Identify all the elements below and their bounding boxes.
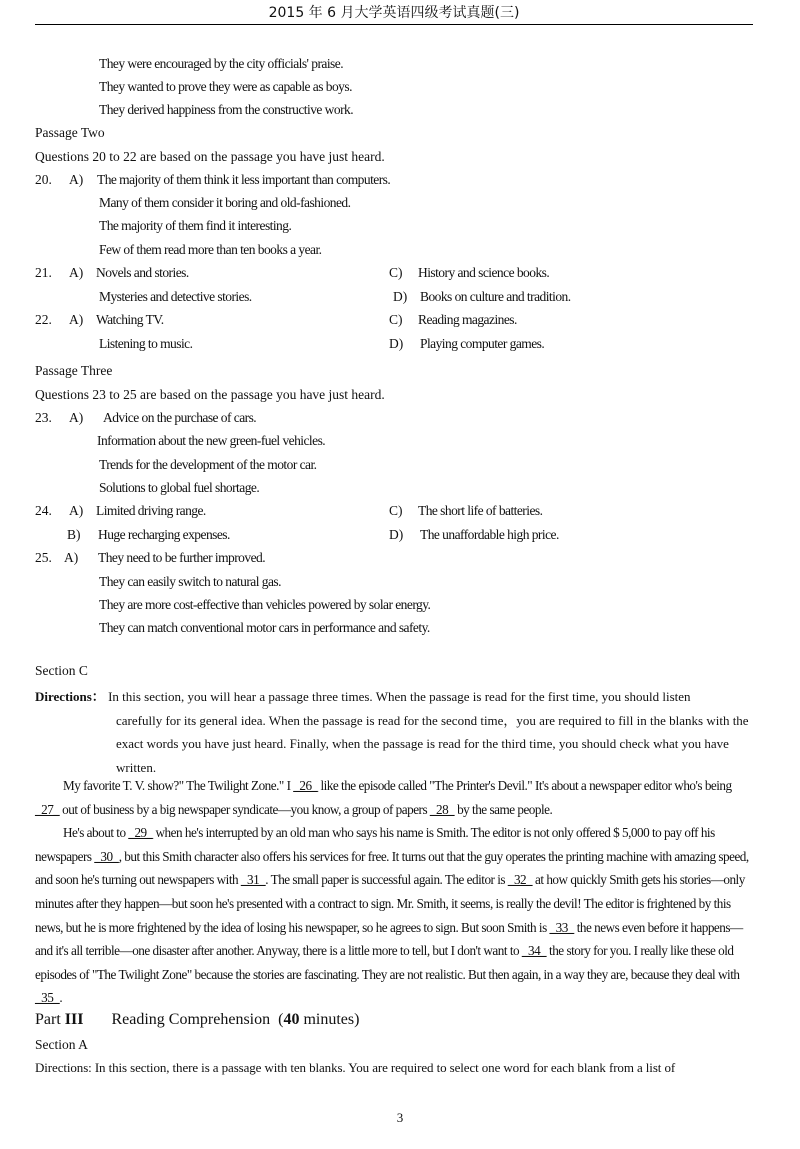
option-text: Novels and stories. [96,265,189,280]
option-text: Limited driving range. [96,503,206,518]
part-number: III [64,1011,84,1028]
passage-intro: Questions 20 to 22 are based on the passage you have just heard. [35,149,385,164]
option-text: The short life of batteries. [418,503,543,518]
text-run: My favorite T. V. show?" The Twilight Zone." I [63,778,294,793]
option-label: D) [389,336,404,351]
dictation-passage [35,774,757,1010]
directions-text: In this section, you will hear a passage three times. When the passage is read for the first time, you should listen [108,689,691,704]
option-text: The majority of them think it less important than computers. [97,172,391,187]
blank-30: _30_ [94,848,119,864]
blank-33: _33_ [549,919,574,935]
option-label: D) [393,289,408,304]
option-text: They were encouraged by the city officials' praise. [99,56,344,71]
blank-29: _29_ [128,825,153,841]
option-label: A) [69,265,84,280]
option-text: They wanted to prove they were as capable as boys. [99,79,352,94]
part-heading [35,1011,359,1029]
page-header: 2015 年 6 月大学英语四级考试真题(三) [35,2,753,25]
time-minutes: 40 [283,1011,300,1028]
passage-title: Passage Two [35,125,105,140]
option-label: A) [64,550,79,565]
part-label: Part [35,1011,65,1028]
text-run: by the same people. [454,801,553,817]
option-text: History and science books. [418,265,550,280]
option-text: They can easily switch to natural gas. [99,574,281,589]
blank-26: _26_ [293,778,318,793]
option-text: They can match conventional motor cars in performance and safety. [99,620,430,635]
option-label: B) [67,527,81,542]
text-run: like the episode called "The Printer's Devil." It's about a newspaper editor who's being [317,778,732,793]
option-text: Advice on the purchase of cars. [103,410,257,425]
option-text: The majority of them find it interesting. [99,218,292,233]
option-label: A) [69,172,84,187]
option-text: Mysteries and detective stories. [99,289,252,304]
option-text: Trends for the development of the motor car. [99,457,317,472]
option-label: A) [69,312,84,327]
option-label: A) [69,503,84,518]
text-run: , but this Smith character also offers his services for free. It turns out that the guy operates the printing machine with amazing speed, and soon he's turning out newspapers with [35,848,749,888]
blank-32: _32_ [507,872,533,888]
time-paren: ( [278,1011,284,1028]
question-number: 20. [35,172,52,187]
directions-label: Directions： [35,689,105,704]
question-number: 23. [35,410,52,425]
blank-34: _34_ [521,943,547,959]
text-run: . The small paper is successful again. The editor is [265,872,508,888]
blank-31: _31_ [240,872,266,888]
text-run: out of business by a big newspaper syndicate—you know, a group of papers [59,801,430,817]
option-text: Books on culture and tradition. [420,289,571,304]
section-title: Section C [35,663,88,678]
question-number: 25. [35,550,52,565]
page-number: 3 [396,1110,404,1125]
option-text: Listening to music. [99,336,193,351]
option-text: Few of them read more than ten books a year. [99,242,322,257]
question-number: 22. [35,312,52,327]
option-text: Watching TV. [96,312,164,327]
part-title: Reading Comprehension [111,1011,271,1028]
text-run: He's about to [63,825,129,841]
option-text: Solutions to global fuel shortage. [99,480,260,495]
option-text: Many of them consider it boring and old-fashioned. [99,195,351,210]
option-text: They need to be further improved. [98,550,266,565]
text-run: at how quickly Smith gets his stories—only minutes after they happen—but soon he's presented with a contract to sign. Mr. Smith, it seems, is really the devil! The editor is frightened by this news, but he is more frightened by the idea of losing his newspaper, so he agrees to sign. But soon Smith is [35,872,745,935]
option-label: C) [389,312,403,327]
passage-title: Passage Three [35,363,113,378]
option-label: C) [389,265,403,280]
directions-text: Directions: In this section, there is a passage with ten blanks. You are required to select one word for each blank from a list of [35,1060,676,1075]
question-number: 21. [35,265,52,280]
option-text: They derived happiness from the constructive work. [99,102,354,117]
directions-text: carefully for its general idea. When the passage is read for the second time，you are required to fill in the blanks with the exact words you have just heard. Finally, when the passage is read for the third time, you should check what you have written. [116,712,749,775]
option-text: Information about the new green-fuel vehicles. [97,433,326,448]
option-text: Huge recharging expenses. [98,527,230,542]
option-label: A) [69,410,84,425]
text-run: when he's interrupted by an old man who says his name is Smith. The editor is not only offered $ 5,000 to pay off his newspapers [35,825,715,864]
option-text: They are more cost-effective than vehicles powered by solar energy. [99,597,431,612]
blank-28: _28_ [429,801,455,817]
blank-27: _27_ [35,801,60,817]
question-number: 24. [35,503,52,518]
option-text: Playing computer games. [420,336,545,351]
option-label: C) [389,503,403,518]
text-run: . [59,990,63,1006]
blank-35: _35_ [35,990,60,1006]
passage-intro: Questions 23 to 25 are based on the passage you have just heard. [35,387,385,402]
text-run: the news even before it happens—and it's all terrible—one disaster after another. Anyway, there is a little more to tell, but I don't want to [35,919,743,959]
option-label: D) [389,527,404,542]
option-text: The unaffordable high price. [420,527,559,542]
text-run: the story for you. I really like these old episodes of "The Twilight Zone" because the stories are fascinating. They are not realistic. But then again, in a way they are, because they deal with [35,943,740,982]
option-text: Reading magazines. [418,312,517,327]
paragraph [35,774,757,821]
paragraph [35,821,757,1010]
section-title: Section A [35,1037,88,1052]
time-unit: minutes) [299,1011,360,1028]
directions [35,685,757,779]
